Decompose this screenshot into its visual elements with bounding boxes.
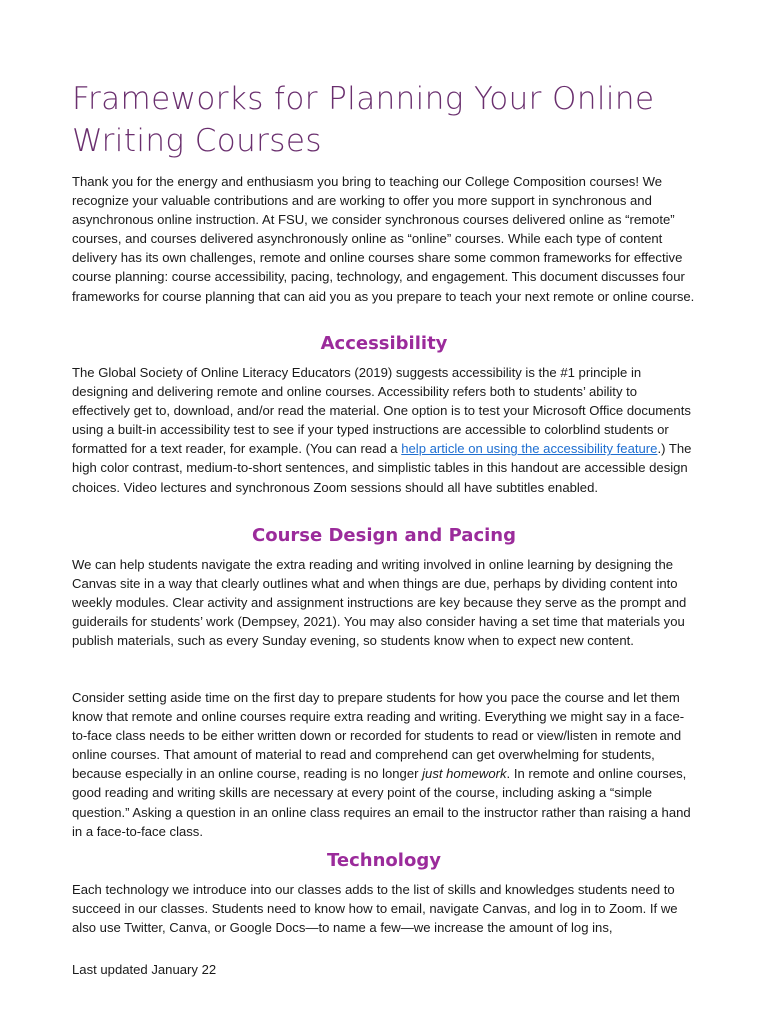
pacing-text-end: . In remote and online courses, good reading and writing skills are necessary at every point of the course, including asking a “simple question.” Asking a question in an online class requires an email to the instructor rather than raising a hand in a face-to-face class. [72, 766, 691, 839]
technology-paragraph-1: Each technology we introduce into our classes adds to the list of skills and knowledges students need to succeed in our classes. Students need to know how to email, navigate Canvas, and log in to Zoom. If we also use Twitter, Canva, or Google Docs—to name a few—we increase the amount of log ins, [72, 882, 678, 936]
intro-paragraph: Thank you for the energy and enthusiasm you bring to teaching our College Composition courses! We recognize your valuable contributions and are working to offer you more support in synchronous and asynchronous online instruction. At FSU, we consider synchronous courses delivered online as “remote” courses, and courses delivered asynchronously online as “online” courses. While each type of content delivery has its own challenges, remote and online courses share some common frameworks for effective course planning: course accessibility, pacing, technology, and engagement. This document discusses four frameworks for course planning that can aid you as you prepare to teach your next remote or online course. [72, 174, 695, 304]
document-title: Frameworks for Planning Your Online Writing Courses [72, 81, 655, 159]
accessibility-text-end: .) The high color contrast, medium-to-short sentences, and simplistic tables in this handout are accessible design choices. Video lectures and synchronous Zoom sessions should all have subtitles enabled. [72, 441, 692, 495]
accessibility-text-start: The Global Society of Online Literacy Educators (2019) suggests accessibility is the #1 principle in designing and delivering remote and online courses. Accessibility refers both to students’ ability to effectively get to, download, and/or read the material. One option is to test your Microsoft Office documents using a built-in accessibility test to see if your typed instructions are accessible to colorblind students or formatted for a text reader, for example. (You can read a [72, 365, 691, 457]
pacing-paragraph-1: We can help students navigate the extra reading and writing involved in online learning by designing the Canvas site in a way that clearly outlines what and when things are due, perhaps by dividing content into weekly modules. Clear activity and assignment instructions are key because they serve as the prompt and guiderails for students’ work (Dempsey, 2021). You may also consider having a set time that materials you publish materials, such as every Sunday evening, so students know when to expect new content. [72, 557, 687, 649]
pacing-paragraph-2 [72, 688, 696, 841]
pacing-text-start: Consider setting aside time on the first day to prepare students for how you pace the course and let them know that remote and online courses require extra reading and writing. Everything we might say in a face-to-face class needs to be either written down or recorded for students to read or view/listen in remote and online courses. That amount of material to read and comprehend can get overwhelming for students, because especially in an online course, reading is no longer [72, 690, 685, 782]
heading-accessibility: Accessibility [320, 333, 448, 354]
pacing-emphasis: just homework [422, 766, 507, 782]
last-updated-footer: Last updated January 22 [72, 962, 217, 977]
help-article-link[interactable]: help article on using the accessibility feature [401, 441, 658, 457]
heading-course-design-pacing: Course Design and Pacing [252, 525, 516, 546]
heading-technology: Technology [327, 850, 441, 871]
accessibility-paragraph [72, 363, 696, 497]
